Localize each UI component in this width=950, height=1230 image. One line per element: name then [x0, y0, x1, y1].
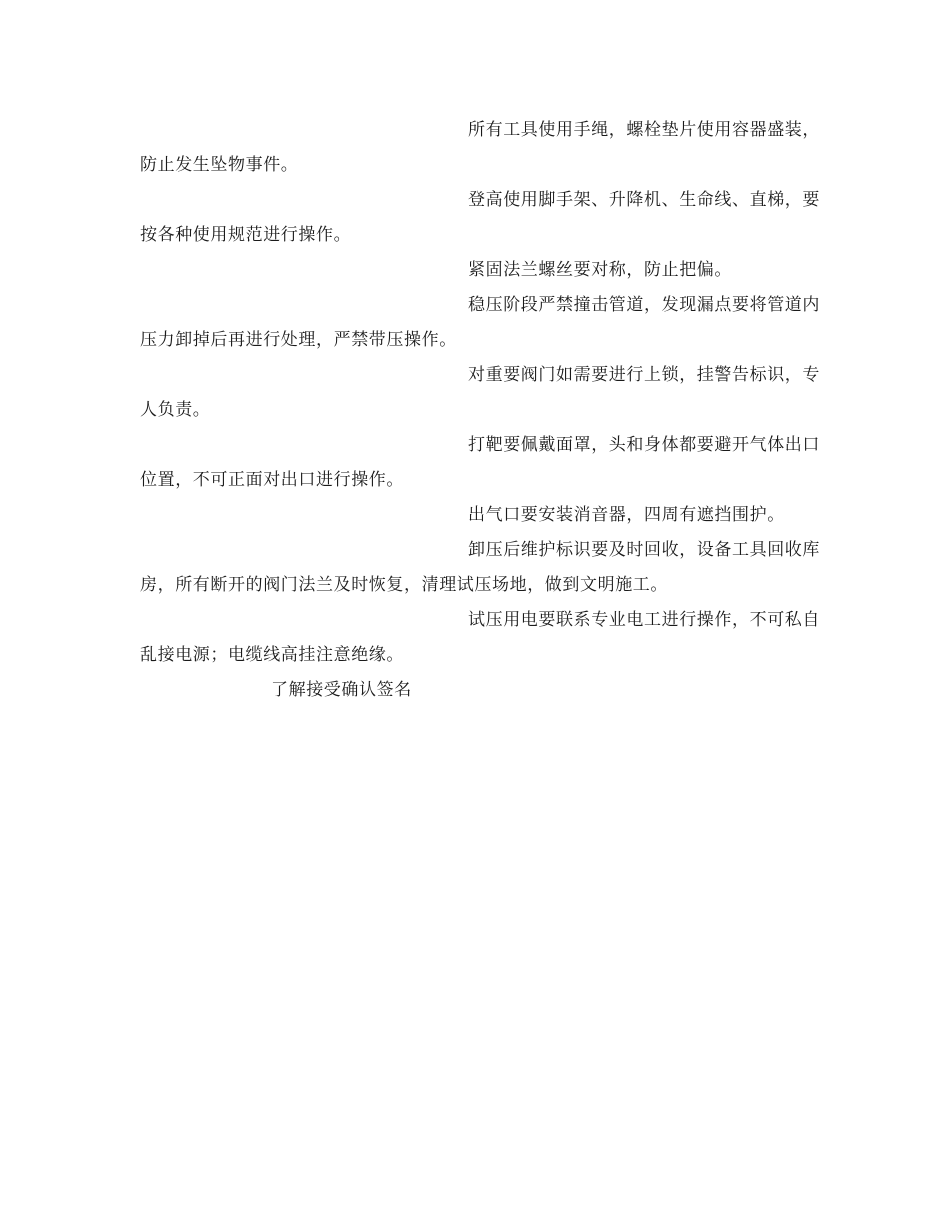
signature-label: 了解接受确认签名	[271, 680, 412, 700]
paragraph-outlet-silencer: 出气口要安装消音器，四周有遮挡围护。	[468, 505, 785, 525]
paragraph-pressure-stabilization: 稳压阶段严禁撞击管道，发现漏点要将管道内压力卸掉后再进行处理，严禁带压操作。	[140, 295, 820, 350]
paragraph-electrical-safety: 试压用电要联系专业电工进行操作，不可私自乱接电源；电缆线高挂注意绝缘。	[140, 610, 820, 665]
paragraph-target-blowing: 打靶要佩戴面罩，头和身体都要避开气体出口位置，不可正面对出口进行操作。	[140, 435, 820, 490]
paragraph-flange-bolts: 紧固法兰螺丝要对称，防止把偏。	[468, 260, 732, 280]
paragraph-climbing-equipment: 登高使用脚手架、升降机、生命线、直梯，要按各种使用规范进行操作。	[140, 190, 820, 245]
paragraph-valve-lockout: 对重要阀门如需要进行上锁，挂警告标识，专人负责。	[140, 365, 820, 420]
paragraph-tool-safety: 所有工具使用手绳，螺栓垫片使用容器盛装，防止发生坠物事件。	[140, 120, 820, 175]
paragraph-site-cleanup: 卸压后维护标识要及时回收，设备工具回收库房，所有断开的阀门法兰及时恢复，清理试压场地，做到文明施工。	[140, 540, 820, 595]
